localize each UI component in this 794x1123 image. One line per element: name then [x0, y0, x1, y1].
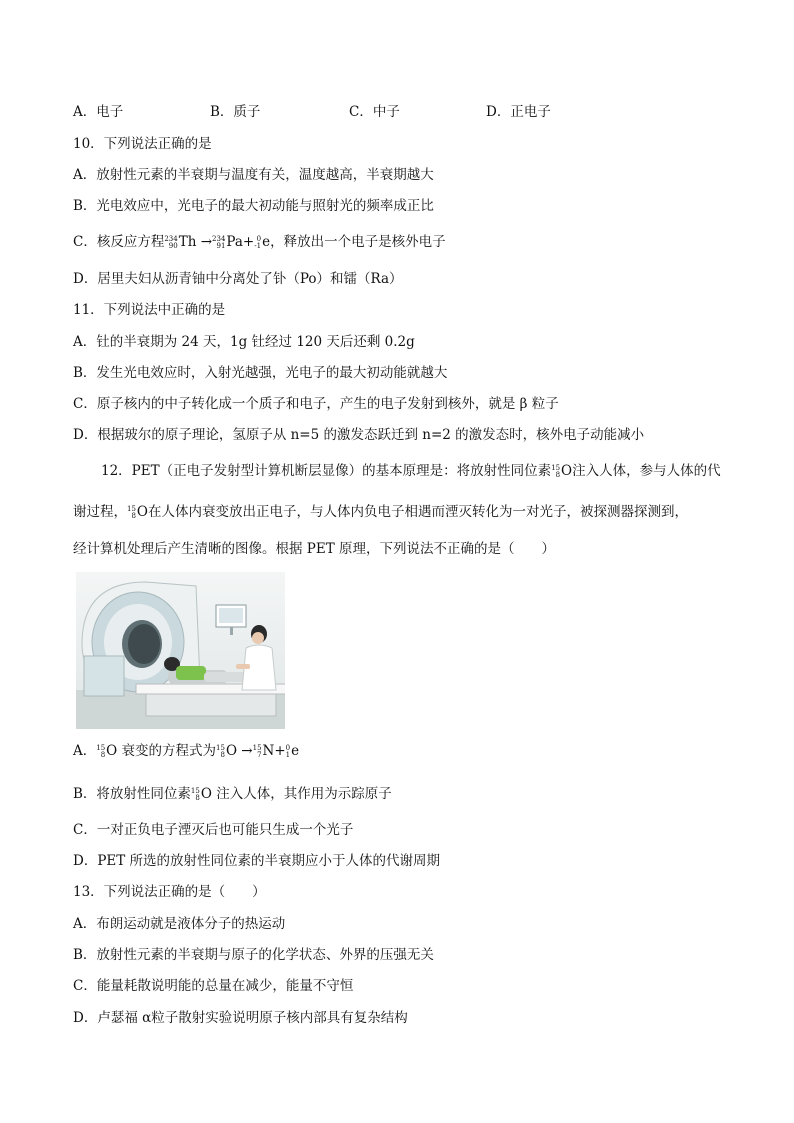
q9-option-c: C．中子	[349, 104, 400, 120]
o15-isotope	[191, 788, 200, 802]
q12-option-b	[73, 785, 392, 803]
q10-option-d: D．居里夫妇从沥青铀中分离处了钋（Po）和镭（Ra）	[73, 271, 403, 287]
electron-charge: -1	[254, 241, 262, 250]
o15-mass: 15	[127, 504, 136, 513]
electron-symbol: e	[262, 234, 271, 250]
n15-isotope	[253, 745, 262, 759]
electron-mass: 0	[256, 234, 262, 243]
n15-symbol: N+	[262, 743, 286, 759]
th-mass: 234	[164, 234, 178, 243]
o15-isotope	[96, 745, 105, 759]
positron-mass: 0	[285, 743, 291, 752]
o15-charge: 8	[131, 511, 136, 520]
q12-option-c: C．一对正负电子湮灭后也可能只生成一个光子	[73, 822, 354, 838]
q12-a-text: O 衰变的方程式为	[106, 743, 217, 759]
o15-isotope	[551, 465, 560, 479]
q13-option-b: B．放射性元素的半衰期与原子的化学状态、外界的压强无关	[73, 947, 434, 963]
q12-option-d: D．PET 所选的放射性同位素的半衰期应小于人体的代谢周期	[73, 853, 441, 869]
o15-charge: 8	[220, 750, 225, 759]
positron-charge: 1	[285, 750, 291, 759]
th-symbol: Th →	[178, 234, 213, 250]
q11-option-b: B．发生光电效应时，入射光越强，光电子的最大初动能就越大	[73, 365, 448, 381]
q12-line1-text-b: O注入人体，参与人体的代	[561, 463, 721, 479]
n15-mass: 15	[252, 743, 262, 752]
q11-option-d: D．根据玻尔的原子理论，氢原子从 n=5 的激发态跃迁到 n=2 的激发态时，核外电子动能减小	[73, 427, 645, 443]
q12-stem-line2	[73, 503, 688, 521]
q10-stem: 10．下列说法正确的是	[73, 136, 212, 152]
th-charge: 90	[168, 241, 178, 250]
q13-option-d: D．卢瑟福 α粒子散射实验说明原子核内部具有复杂结构	[73, 1010, 408, 1026]
n15-charge: 7	[257, 750, 262, 759]
pa-charge: 91	[216, 241, 226, 250]
electron-isotope	[254, 236, 261, 250]
pa-isotope	[212, 236, 225, 250]
o15-isotope	[127, 506, 136, 520]
q12-line2-text-a: 谢过程，	[73, 504, 127, 520]
q12-stem-line3: 经计算机处理后产生清晰的图像。根据 PET 原理，下列说法不正确的是（ ）	[73, 541, 556, 557]
o15-charge: 8	[100, 750, 106, 759]
q10-option-c	[73, 233, 446, 251]
o15-mass: 15	[190, 786, 200, 795]
q9-option-d: D．正电子	[486, 104, 551, 120]
q13-option-a: A．布朗运动就是液体分子的热运动	[73, 916, 286, 932]
pa-symbol: Pa+	[226, 234, 255, 250]
q12-line1-text-a: 12．PET（正电子发射型计算机断层显像）的基本原理是：将放射性同位素	[101, 463, 552, 479]
positron-symbol: e	[291, 743, 300, 759]
o15-charge: 8	[555, 470, 561, 479]
q12-b-prefix: B．将放射性同位素	[73, 786, 191, 802]
q10-option-a: A．放射性元素的半衰期与温度有关，温度越高，半衰期越大	[73, 167, 434, 183]
positron-isotope	[286, 745, 290, 759]
q12-option-a	[73, 742, 299, 760]
pa-mass: 234	[212, 234, 226, 243]
q12-stem-line1	[101, 462, 721, 480]
q11-option-a: A．钍的半衰期为 24 天，1g 钍经过 120 天后还剩 0.2g	[73, 334, 415, 350]
o15-isotope	[216, 745, 225, 759]
pet-scanner-photo	[76, 572, 285, 729]
o15-mass: 15	[216, 743, 225, 752]
q12-a-prefix: A．	[73, 743, 97, 759]
q10-option-b: B．光电效应中，光电子的最大初动能与照射光的频率成正比	[73, 198, 434, 214]
q12-b-suffix: O 注入人体，其作用为示踪原子	[200, 786, 392, 802]
o15-symbol: O →	[225, 743, 253, 759]
q9-option-b: B．质子	[210, 104, 261, 120]
o15-mass: 15	[551, 463, 561, 472]
q13-option-c: C．能量耗散说明能的总量在减少，能量不守恒	[73, 978, 354, 994]
q10-c-suffix: ，释放出一个电子是核外电子	[270, 234, 446, 250]
q10-c-prefix: C．核反应方程	[73, 234, 165, 250]
q11-option-c: C．原子核内的中子转化成一个质子和电子，产生的电子发射到核外，就是 β 粒子	[73, 396, 559, 412]
q9-option-a: A．电子	[73, 104, 124, 120]
o15-mass: 15	[96, 743, 106, 752]
q12-line2-text-b: O在人体内衰变放出正电子，与人体内负电子相遇而湮灭转化为一对光子，被探测器探测到，	[136, 504, 688, 520]
th-isotope	[164, 236, 177, 250]
o15-charge: 8	[195, 793, 200, 802]
q13-stem: 13．下列说法正确的是（ ）	[73, 884, 266, 900]
q11-stem: 11．下列说法中正确的是	[73, 302, 226, 318]
